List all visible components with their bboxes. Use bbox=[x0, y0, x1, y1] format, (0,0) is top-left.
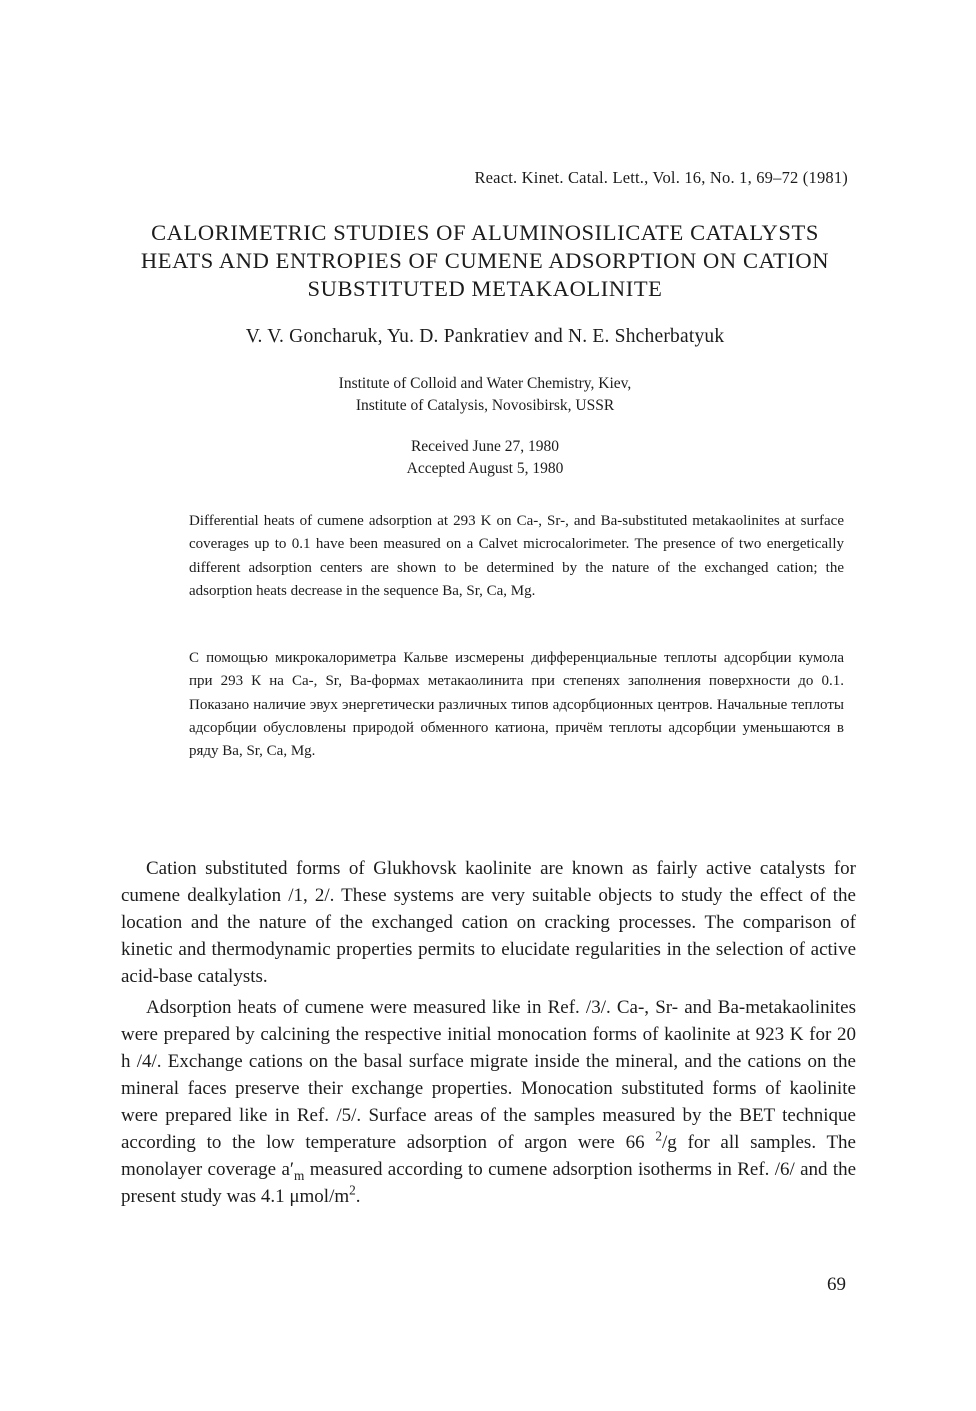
body-paragraph-1: Cation substituted forms of Glukhovsk kaolinite are known as fairly active catalysts for cumene dealkylation /1, 2/. These systems are very suitable objects to study the effect of the location and the nature of the exchanged cation on cracking processes. The comparison of kinetic and thermodynamic properties permits to elucidate regularities in the selection of active acid-base catalysts. bbox=[121, 858, 856, 987]
page-number: 69 bbox=[827, 1274, 846, 1295]
accepted-date: Accepted August 5, 1980 bbox=[406, 460, 564, 477]
title-line-1: CALORIMETRIC STUDIES OF ALUMINOSILICATE CATALYSTS bbox=[151, 220, 819, 245]
affiliation-line-2: Institute of Catalysis, Novosibirsk, USSR bbox=[355, 397, 615, 414]
body-paragraph-2 bbox=[121, 994, 856, 1210]
title-line-3: SUBSTITUTED METAKAOLINITE bbox=[307, 276, 663, 301]
abstract-russian: С помощью микрокалориметра Кальве изсмерены дифференциальные теплоты адсорбции кумола при 293 К на Ca-, Sr, Ba-формах метакаолинита при степенях заполнения поверхности до 0.1. Показано наличие эвух энергетически различных типов адсорбционных центров. Начальные теплоты адсорбции обусловлены природой обменного катиона, причём теплоты адсорбции уменьшаются в ряду Ba, Sr, Ca, Mg. bbox=[189, 650, 844, 760]
area-exponent: 2 bbox=[655, 1128, 662, 1144]
title-line-2: HEATS AND ENTROPIES OF CUMENE ADSORPTION ON CATION bbox=[140, 248, 830, 273]
authors: V. V. Goncharuk, Yu. D. Pankratiev and N. E. Shcherbatyuk bbox=[245, 326, 725, 347]
paragraph-2-end: . bbox=[355, 1186, 361, 1207]
submission-dates bbox=[90, 436, 880, 480]
paragraph-2-main: Adsorption heats of cumene were measured like in Ref. /3/. Ca-, Sr- and Ba-metakaolinites were prepared by calcining the respective initial monocation forms of kaolinite at 923 K for 20 h /4/. Exchange cations on the basal surface migrate inside the mineral, and the cations on the mineral faces preserve their exchange properties. Monocation substituted forms of kaolinite were prepared like in Ref. /5/. Surface areas of the samples measured by the BET technique according to the low temperature adsorption of argon were 66 bbox=[121, 997, 856, 1153]
received-date: Received June 27, 1980 bbox=[410, 438, 560, 455]
monolayer-symbol: a′ bbox=[281, 1159, 295, 1180]
journal-citation: React. Kinet. Catal. Lett., Vol. 16, No. 1, 69–72 (1981) bbox=[474, 168, 848, 187]
unit-exponent: 2 bbox=[349, 1182, 356, 1198]
paragraph-2-after-exponent: /g for all samples. The monolayer coverage bbox=[121, 1132, 856, 1180]
monolayer-subscript: m bbox=[294, 1167, 305, 1183]
affiliation-line-1: Institute of Colloid and Water Chemistry, Kiev, bbox=[338, 375, 632, 392]
abstract-english: Differential heats of cumene adsorption at 293 K on Ca-, Sr-, and Ba-substituted metakaolinites at surface coverages up to 0.1 have been measured on a Calvet microcalorimeter. The presence of two energetically different adsorption centers are shown to be determined by the nature of the exchanged cation; the adsorption heats decrease in the sequence Ba, Sr, Ca, Mg. bbox=[189, 513, 844, 599]
affiliations bbox=[90, 373, 880, 417]
paper-title bbox=[90, 219, 880, 303]
paragraph-2-after-symbol: measured according to cumene adsorption isotherms in Ref. /6/ and the present study was 4.1 μmol/m bbox=[121, 1159, 857, 1207]
